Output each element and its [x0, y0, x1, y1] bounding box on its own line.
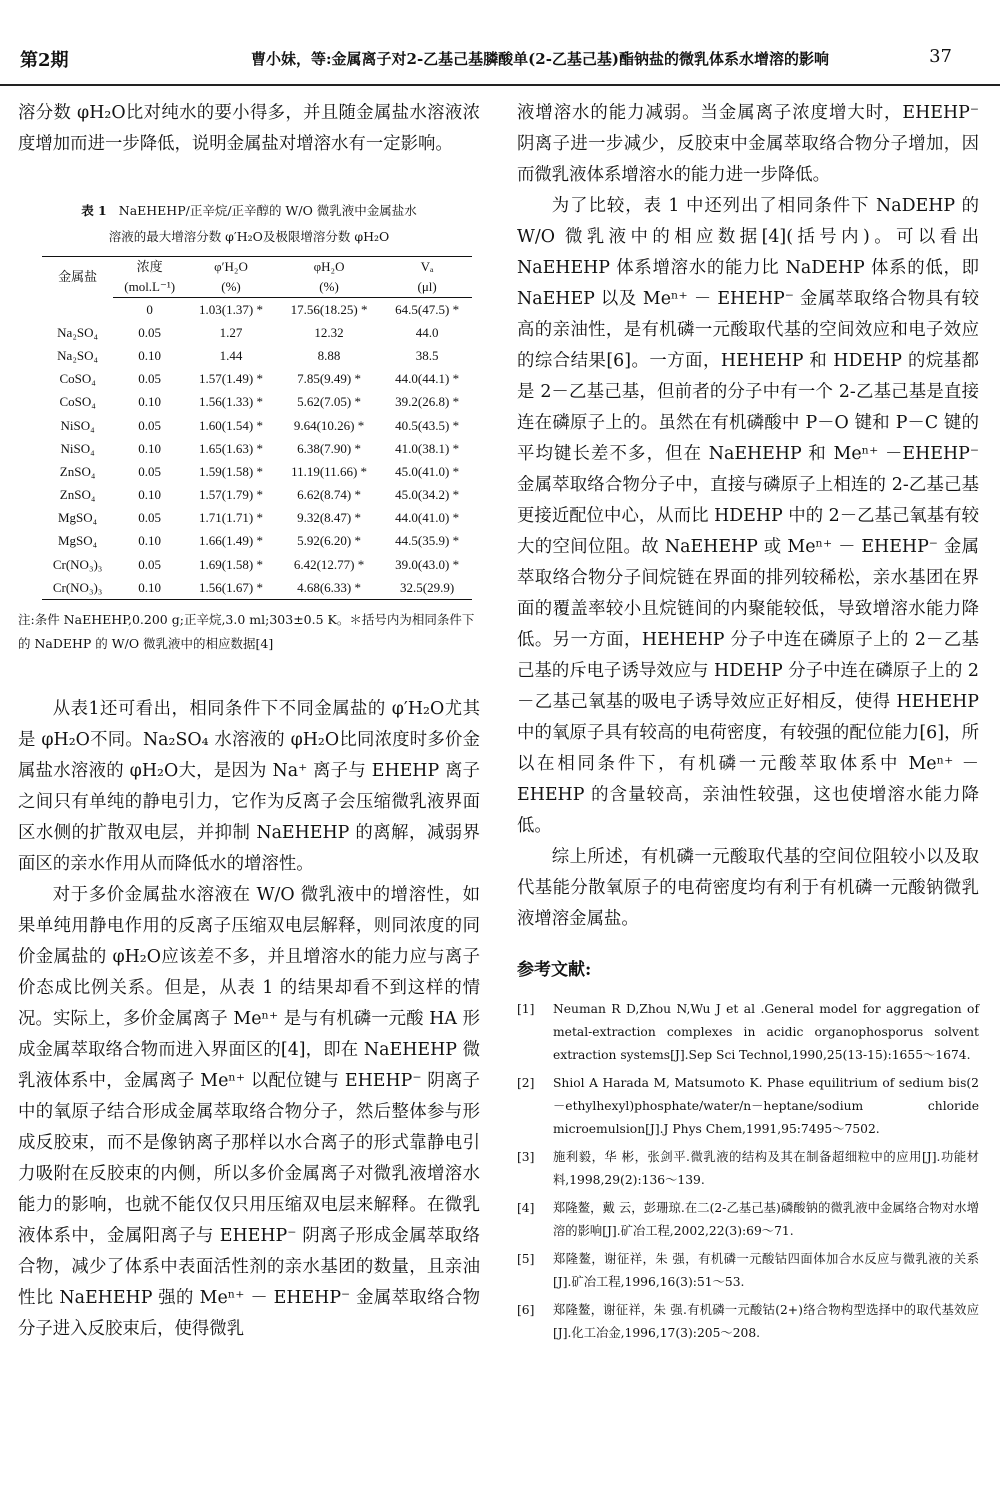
table-caption-line: 溶液的最大增溶分数 φ′H₂O及极限增溶分数 φH₂O — [108, 229, 390, 244]
table-cell: 1.56(1.67) * — [186, 576, 276, 600]
table-cell: 39.2(26.8) * — [395, 394, 460, 410]
col-unit-phi-max: (%) — [186, 277, 276, 298]
page-header — [0, 0, 1000, 86]
table-row — [42, 530, 472, 553]
reference-number: [5] — [517, 1252, 535, 1266]
table-caption-line: NaEHEHP/正辛烷/正辛醇的 W/O 微乳液中金属盐水 — [118, 203, 417, 218]
table-row — [42, 414, 472, 437]
table-cell: NiSO₄ — [60, 440, 95, 456]
table-cell: 0.05 — [138, 556, 162, 572]
table-row — [42, 368, 472, 391]
table-row — [42, 576, 472, 600]
table-cell: 6.42(12.77) * — [293, 556, 365, 572]
table-cell: 5.92(6.20) * — [297, 533, 362, 549]
table-cell: 0 — [146, 301, 153, 317]
reference-item — [517, 998, 979, 1067]
table-cell — [42, 298, 113, 322]
col-header-salt: 金属盐 — [42, 257, 113, 298]
table-row — [42, 391, 472, 414]
table-cell: CoSO₄ — [59, 371, 96, 387]
table-cell: 1.57(1.49) * — [199, 371, 263, 387]
table-row — [42, 553, 472, 576]
table-cell: 0.10 — [138, 440, 162, 456]
table-cell: 0.10 — [138, 394, 162, 410]
table-cell: Na₂SO₄ — [57, 347, 99, 363]
col-header-va: Vₐ — [382, 257, 472, 278]
table-cell: 8.88 — [317, 347, 341, 363]
reference-text: 郑隆鳌，谢征祥，朱 强.有机磷一元酸钴(2+)络合物构型选择中的取代基效应[J].化工冶金,1996,17(3):205～208. — [553, 1303, 979, 1340]
table-cell: 38.5 — [415, 347, 439, 363]
table-cell: 4.68(6.33) * — [276, 576, 382, 600]
table-cell: 6.38(7.90) * — [297, 440, 362, 456]
table-cell: Na₂SO₄ — [57, 324, 99, 340]
table-cell: 17.56(18.25) * — [290, 301, 368, 317]
table-cell: 1.69(1.58) * — [199, 556, 263, 572]
reference-item — [517, 1248, 979, 1294]
table-cell: 45.0(34.2) * — [395, 487, 460, 503]
table-cell: 0.10 — [138, 347, 162, 363]
table-label: 表 1 — [81, 203, 107, 218]
col-unit-va: (μl) — [382, 277, 472, 298]
table-cell: 0.10 — [138, 487, 162, 503]
table-cell: ZnSO₄ — [59, 487, 96, 503]
issue-number: 第2期 — [20, 50, 69, 71]
col-header-phi-max: φ′H₂O — [186, 257, 276, 278]
table-row — [42, 437, 472, 460]
page-number: 37 — [929, 46, 952, 67]
table-cell: 1.56(1.33) * — [199, 394, 263, 410]
right-column — [517, 98, 979, 1350]
table-cell: 0.05 — [138, 510, 162, 526]
reference-item — [517, 1197, 979, 1243]
table-cell: 1.03(1.37) * — [199, 301, 263, 317]
paragraph: 从表1还可看出，相同条件下不同金属盐的 φ′H₂O尤其是 φH₂O不同。Na₂SO₄ 水溶液的 φH₂O比同浓度时多价金属盐水溶液的 φH₂O大，是因为 Na⁺ 离子与 EHEHP 离子之间只有单纯的静电引力，它作为反离子会压缩微乳液界面区水侧的扩散双电层，并抑制 NaEHEHP 的离解，减弱界面区的亲水作用从而降低水的增溶性。 — [18, 699, 480, 875]
left-column — [18, 98, 480, 1345]
table-cell: CoSO₄ — [59, 394, 96, 410]
table-row — [42, 507, 472, 530]
table-cell: 44.5(35.9) * — [395, 533, 460, 549]
table-row — [42, 484, 472, 507]
reference-number: [2] — [517, 1076, 535, 1090]
table-cell: 39.0(43.0) * — [395, 556, 460, 572]
references-heading: 参考文献: — [517, 960, 592, 980]
reference-text: Shiol A Harada M, Matsumoto K. Phase equilitrium of sedium bis(2－ethylhexyl)phosphate/water/n－heptane/sodium chloride microemulsion[J].J Phys Chem,1991,95:7495～7502. — [553, 1076, 979, 1136]
paragraph: 液增溶水的能力减弱。当金属离子浓度增大时，EHEHP⁻ 阴离子进一步减少，反胶束中金属萃取络合物分子增加，因而微乳液体系增溶水的能力进一步降低。 — [517, 103, 979, 185]
table-cell: 40.5(43.5) * — [395, 417, 460, 433]
table-cell: Cr(NO₃)₃ — [42, 576, 113, 600]
table-cell: 0.05 — [138, 463, 162, 479]
table-cell: 0.10 — [113, 576, 186, 600]
table-cell: 0.05 — [138, 417, 162, 433]
paragraph: 为了比较，表 1 中还列出了相同条件下 NaDEHP 的 W/O 微乳液中的相应数据[4](括号内)。可以看出 NaEHEHP 体系增溶水的能力比 NaDEHP 体系的低，即 NaEHEP 以及 Meⁿ⁺ － EHEHP⁻ 金属萃取络合物具有较高的亲油性，是有机磷一元酸取代基的空间效应和电子效应的综合结果[6]。一方面，HEHEHP 和 HDEHP 的烷基都是 2－乙基己基，但前者的分子中有一个 2-乙基己基是直接连在磷原子上的。虽然在有机磷酸中 P－O 键和 P－C 键的平均键长差不多，但在 NaEHEHP 和 Meⁿ⁺ －EHEHP⁻ 金属萃取络合物分子中，直接与磷原子上相连的 2-乙基己基更接近配位中心，从而比 HDEHP 中的 2－乙基己氧基有较大的空间位阻。故 NaEHEHP 或 Meⁿ⁺ － EHEHP⁻ 金属萃取络合物分子间烷链在界面的排列较稀松，亲水基团在界面的覆盖率较小且烷链间的内聚能较低，导致增溶水能力降低。另一方面，HEHEHP 分子中连在磷原子上的 2－乙基己基的斥电子诱导效应与 HDEHP 分子中连在磷原子上的 2－乙基己氧基的吸电子诱导效应正好相反，使得 HEHEHP 中的氧原子具有较高的电荷密度，有较强的配位能力[6]，所以在相同条件下，有机磷一元酸萃取体系中 Meⁿ⁺ －EHEHP 的含量较高，亲油性较强，这也使增溶水能力降低。 — [517, 196, 979, 836]
table-cell: 12.32 — [314, 324, 344, 340]
table-cell: 0.05 — [138, 324, 162, 340]
reference-number: [3] — [517, 1150, 535, 1164]
table-row — [42, 344, 472, 367]
reference-text: 郑隆鳌，戴 云，彭珊琼.在二(2-乙基己基)磷酸钠的微乳液中金属络合物对水增溶的影响[J].矿冶工程,2002,22(3):69～71. — [553, 1201, 979, 1238]
table-row — [42, 298, 472, 322]
running-title: 曹小妹，等:金属离子对2-乙基己基膦酸单(2-乙基己基)酯钠盐的微乳体系水增溶的影响 — [250, 50, 830, 68]
reference-number: [1] — [517, 1002, 535, 1016]
table-cell: 44.0(44.1) * — [395, 371, 460, 387]
reference-list — [517, 998, 979, 1345]
table-row — [42, 321, 472, 344]
reference-text: Neuman R D,Zhou N,Wu J et al .General model for aggregation of metal-extraction complexes in acidic organophosporus solvent extraction systems[J].Sep Sci Technol,1990,25(13-15):1655～1674. — [553, 1002, 979, 1062]
paragraph: 综上所述，有机磷一元酸取代基的空间位阻较小以及取代基能分散氧原子的电荷密度均有利于有机磷一元酸钠微乳液增溶金属盐。 — [517, 847, 979, 929]
table-cell: 1.60(1.54) * — [199, 417, 263, 433]
table-cell: 6.62(8.74) * — [297, 487, 362, 503]
table-cell: Cr(NO₃)₃ — [52, 556, 103, 572]
table-cell: 1.66(1.49) * — [199, 533, 263, 549]
table-cell: 1.27 — [219, 324, 243, 340]
reference-item — [517, 1299, 979, 1345]
table-cell: 1.59(1.58) * — [199, 463, 263, 479]
table-cell: 1.71(1.71) * — [199, 510, 263, 526]
table-cell: 9.32(8.47) * — [297, 510, 362, 526]
table-cell: 44.0 — [415, 324, 439, 340]
table-cell: 9.64(10.26) * — [293, 417, 365, 433]
table-cell: 32.5(29.9) — [382, 576, 472, 600]
col-unit-conc: (mol.L⁻¹) — [113, 277, 186, 298]
table-cell: 11.19(11.66) * — [291, 463, 368, 479]
table-cell: 45.0(41.0) * — [395, 463, 460, 479]
col-header-phi-lim: φH₂O — [276, 257, 382, 278]
paragraph: 对于多价金属盐水溶液在 W/O 微乳液中的增溶性，如果单纯用静电作用的反离子压缩双电层解释，则同浓度的同价金属盐的 φH₂O应该差不多，并且增溶水的能力应与离子价态成比例关系。但是，从表 1 的结果却看不到这样的情况。实际上，多价金属离子 Meⁿ⁺ 是与有机磷一元酸 HA 形成金属萃取络合物而进入界面区的[4]，即在 NaEHEHP 微乳液体系中，金属离子 Meⁿ⁺ 以配位键与 EHEHP⁻ 阴离子中的氧原子结合形成金属萃取络合物分子，然后整体参与形成反胶束，而不是像钠离子那样以水合离子的形式靠静电引力吸附在反胶束的内侧，所以多价金属离子对微乳液增溶水能力的影响，也就不能仅仅只用压缩双电层来解释。在微乳液体系中，金属阳离子与 EHEHP⁻ 阴离子形成金属萃取络合物，减少了体系中表面活性剂的亲水基团的数量，且亲油性比 NaEHEHP 强的 Meⁿ⁺ － EHEHP⁻ 金属萃取络合物分子进入反胶束后，使得微乳 — [18, 885, 480, 1340]
table-caption — [18, 198, 480, 250]
table-cell: NiSO₄ — [60, 417, 95, 433]
reference-item — [517, 1072, 979, 1141]
reference-item — [517, 1146, 979, 1192]
data-table — [42, 256, 472, 600]
table-cell: 0.05 — [138, 371, 162, 387]
table-cell: 64.5(47.5) * — [395, 301, 460, 317]
table-cell: ZnSO₄ — [59, 463, 96, 479]
paragraph: 溶分数 φH₂O比对纯水的要小得多，并且随金属盐水溶液浓度增加而进一步降低，说明金属盐对增溶水有一定影响。 — [18, 103, 480, 154]
table-cell: MgSO₄ — [57, 510, 98, 526]
col-unit-phi-lim: (%) — [276, 277, 382, 298]
table-cell: 1.65(1.63) * — [199, 440, 263, 456]
table-cell: 5.62(7.05) * — [297, 394, 362, 410]
table-note: 注:条件 NaEHEHP,0.200 g;正辛烷,3.0 ml;303±0.5 K。＊括号内为相同条件下的 NaDEHP 的 W/O 微乳液中的相应数据[4] — [18, 612, 475, 652]
reference-text: 施利毅，华 彬，张剑平.微乳液的结构及其在制备超细粒中的应用[J].功能材料,1998,29(2):136～139. — [553, 1150, 979, 1187]
reference-number: [6] — [517, 1303, 535, 1317]
table-cell: MgSO₄ — [57, 533, 98, 549]
reference-number: [4] — [517, 1201, 535, 1215]
table-cell: 41.0(38.1) * — [395, 440, 460, 456]
table-row — [42, 460, 472, 483]
reference-text: 郑隆鳌，谢征祥，朱 强，有机磷一元酸钴四面体加合水反应与微乳液的关系[J].矿冶工程,1996,16(3):51～53. — [553, 1252, 979, 1289]
col-header-conc: 浓度 — [113, 257, 186, 278]
table-cell: 44.0(41.0) * — [395, 510, 460, 526]
table-cell: 0.10 — [138, 533, 162, 549]
table-cell: 1.44 — [219, 347, 243, 363]
table-cell: 1.57(1.79) * — [199, 487, 263, 503]
table-cell: 7.85(9.49) * — [297, 371, 362, 387]
